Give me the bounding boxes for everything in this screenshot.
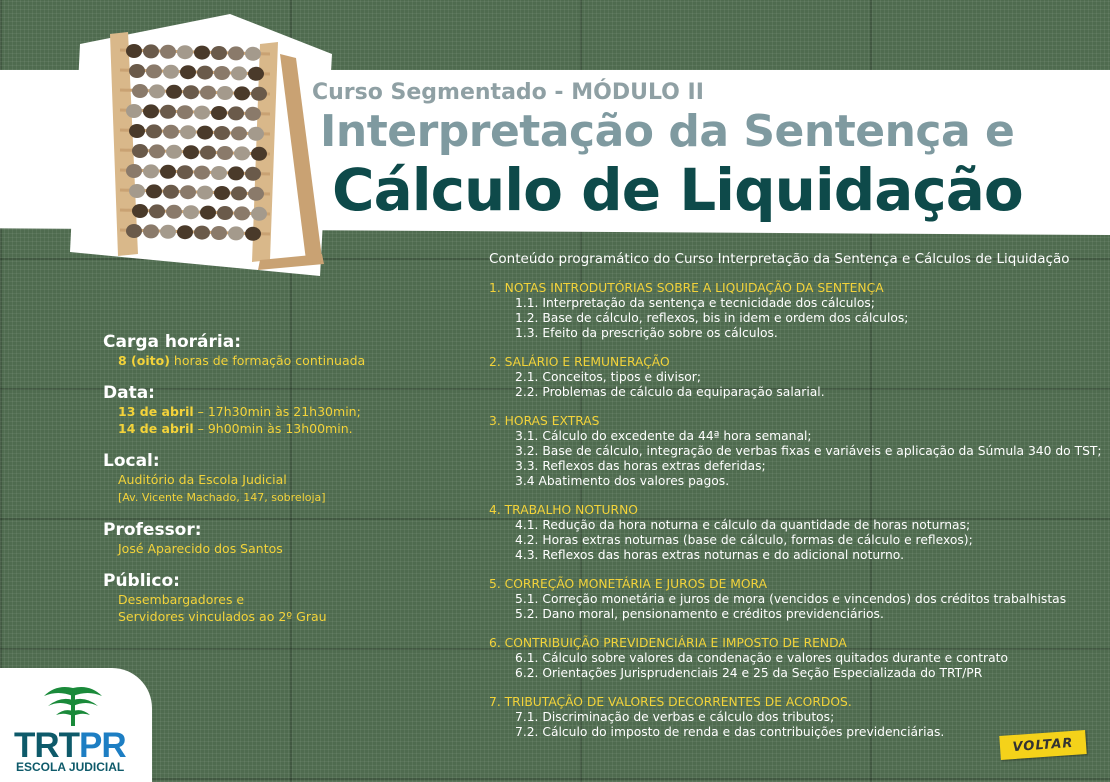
program-sections [489,281,1102,740]
section-title: 7. TRIBUTAÇÃO DE VALORES DECORRENTES DE ACORDOS. [489,695,852,709]
section-title: 6. CONTRIBUIÇÃO PREVIDENCIÁRIA E IMPOSTO DE RENDA [489,636,847,650]
program-content [489,251,1102,754]
audience-line-2: Servidores vinculados ao 2º Grau [118,609,327,624]
section-item: 3.2. Base de cálculo, integração de verbas fixas e variáveis e aplicação da Súmula 340 do TST; [515,444,1102,458]
section-item: 4.2. Horas extras noturnas (base de cálculo, formas de cálculo e reflexos); [515,533,973,547]
program-section [489,414,1102,489]
section-item: 2.2. Problemas de cálculo da equiparação salarial. [515,385,825,399]
professor-label: Professor: [103,520,202,540]
section-title: 2. SALÁRIO E REMUNERAÇÃO [489,355,670,369]
section-item: 2.1. Conceitos, tipos e divisor; [515,370,701,384]
section-item: 1.1. Interpretação da sentença e tecnicidade dos cálculos; [515,296,875,310]
back-button[interactable]: VOLTAR [999,730,1086,760]
section-title: 3. HORAS EXTRAS [489,414,600,428]
section-title: 5. CORREÇÃO MONETÁRIA E JUROS DE MORA [489,577,767,591]
section-item: 4.1. Redução da hora noturna e cálculo da quantidade de horas noturnas; [515,518,971,532]
program-section [489,695,1089,740]
program-section [489,281,1089,341]
program-section [489,636,1089,681]
date-line-2: 14 de abril – 9h00min às 13h00min. [118,421,353,436]
section-item: 4.3. Reflexos das horas extras noturnas e do adicional noturno. [515,548,905,562]
section-item: 5.2. Dano moral, pensionamento e créditos previdenciários. [515,607,884,621]
audience-label: Público: [103,571,180,591]
section-item: 5.1. Correção monetária e juros de mora (vencidos e vincendos) dos créditos trabalhistas [515,592,1067,606]
course-subtitle: Curso Segmentado - MÓDULO II [312,80,704,105]
abacus-illustration [70,14,340,276]
section-item: 3.1. Cálculo do excedente da 44ª hora semanal; [515,429,812,443]
section-item: 6.2. Orientações Jurisprudenciais 24 e 25 da Seção Especializada do TRT/PR [515,666,983,680]
section-item: 6.1. Cálculo sobre valores da condenação e valores quitados durante e contrato [515,651,1008,665]
section-title: 4. TRABALHO NOTURNO [489,503,638,517]
logo-subtitle: ESCOLA JUDICIAL [16,760,125,774]
date-line-1: 13 de abril – 17h30min às 21h30min; [118,404,361,419]
section-item: 1.3. Efeito da prescrição sobre os cálculos. [515,326,778,340]
course-info [103,332,443,639]
section-item: 7.2. Cálculo do imposto de renda e das contribuições previdenciárias. [515,725,945,739]
location-label: Local: [103,451,160,471]
araucaria-tree-icon [38,682,108,726]
title-line-1: Interpretação da Sentença e [320,106,1015,157]
section-title: 1. NOTAS INTRODUTÓRIAS SOBRE A LIQUIDAÇÃO DA SENTENÇA [489,281,884,295]
workload-block [103,332,443,369]
location-block [103,451,443,506]
logo-wordmark: TRTPR [14,726,126,765]
professor-block [103,520,443,557]
program-heading: Conteúdo programático do Curso Interpretação da Sentença e Cálculos de Liquidação [489,251,1070,267]
audience-block [103,571,443,625]
workload-value: 8 (oito) horas de formação continuada [118,353,366,368]
program-section [489,355,1089,400]
section-item: 3.3. Reflexos das horas extras deferidas; [515,459,766,473]
trtpr-logo [0,668,152,782]
date-block [103,383,443,437]
audience-line-1: Desembargadores e [118,592,245,607]
program-section [489,577,1089,622]
location-address: [Av. Vicente Machado, 147, sobreloja] [118,491,326,504]
location-name: Auditório da Escola Judicial [118,472,287,487]
title-line-2: Cálculo de Liquidação [332,156,1023,224]
program-section [489,503,1089,563]
section-item: 7.1. Discriminação de verbas e cálculo dos tributos; [515,710,835,724]
workload-label: Carga horária: [103,332,242,352]
section-item: 3.4 Abatimento dos valores pagos. [515,474,730,488]
professor-name: José Aparecido dos Santos [118,541,283,556]
date-label: Data: [103,383,155,403]
section-item: 1.2. Base de cálculo, reflexos, bis in idem e ordem dos cálculos; [515,311,909,325]
